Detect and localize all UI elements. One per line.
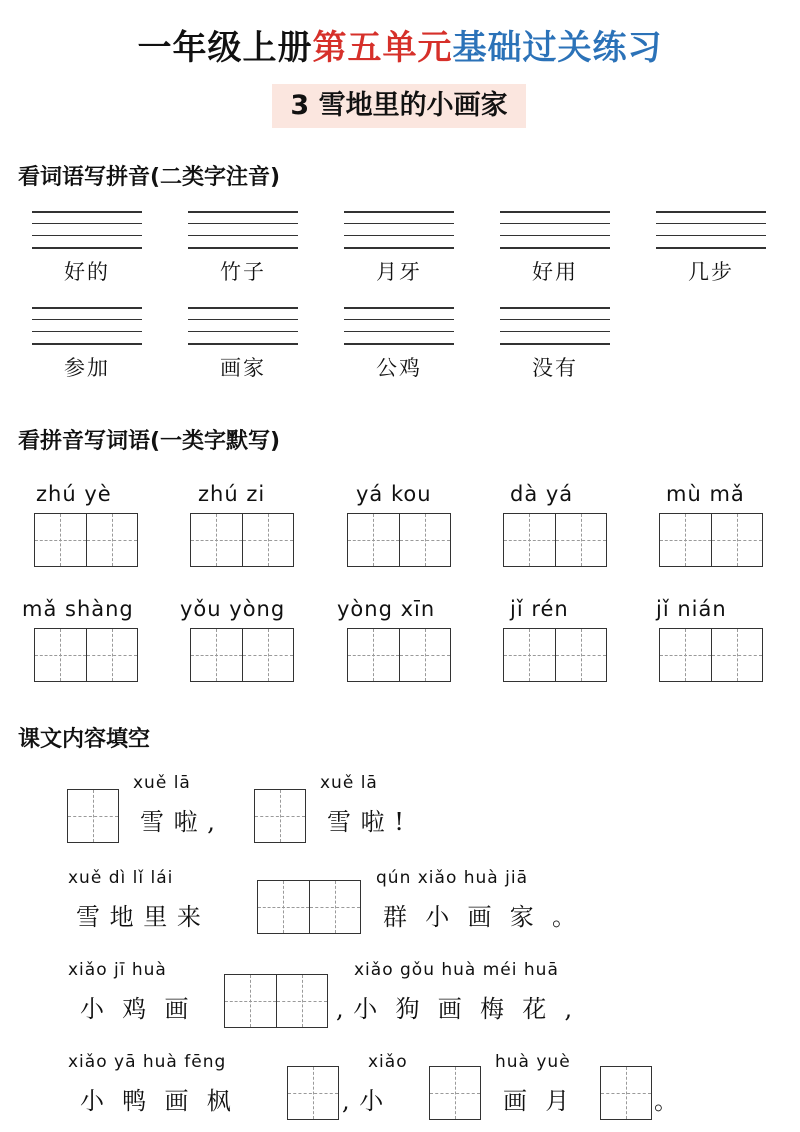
word-label: 月牙: [376, 260, 422, 284]
pinyin-label: yǒu yòng: [180, 597, 286, 621]
writing-grid[interactable]: [287, 1066, 339, 1120]
pinyin-writing-lines[interactable]: [32, 307, 142, 345]
text-segment: , 小: [342, 1087, 385, 1115]
text-segment: 小 鸡 画: [80, 995, 190, 1023]
pinyin-label: dà yá: [510, 482, 574, 506]
writing-grid[interactable]: [254, 789, 306, 843]
text-segment: 。: [654, 1087, 679, 1115]
pinyin-writing-lines[interactable]: [188, 307, 298, 345]
section-heading-words: 看拼音写词语(一类字默写): [18, 429, 281, 454]
section-heading-fill: 课文内容填空: [18, 727, 151, 752]
pinyin-label: xuě dì lǐ lái: [68, 868, 174, 888]
pinyin-writing-lines[interactable]: [500, 211, 610, 249]
pinyin-label: zhú zi: [198, 482, 266, 506]
writing-grid[interactable]: [190, 628, 294, 682]
title-grade: 一年级上册: [137, 28, 313, 68]
text-segment: , 小 狗 画 梅 花 ,: [336, 995, 574, 1023]
writing-grid[interactable]: [347, 628, 451, 682]
pinyin-label: qún xiǎo huà jiā: [376, 868, 528, 888]
pinyin-label: huà yuè: [495, 1052, 571, 1072]
writing-grid[interactable]: [67, 789, 119, 843]
pinyin-writing-lines[interactable]: [344, 211, 454, 249]
text-segment: 群 小 画 家 。: [383, 903, 578, 931]
writing-grid[interactable]: [34, 513, 138, 567]
pinyin-label: xiǎo gǒu huà méi huā: [354, 960, 559, 980]
pinyin-writing-lines[interactable]: [32, 211, 142, 249]
writing-grid[interactable]: [503, 513, 607, 567]
pinyin-label: yá kou: [356, 482, 432, 506]
writing-grid[interactable]: [429, 1066, 481, 1120]
word-label: 好用: [532, 260, 578, 284]
text-segment: 雪 地 里 来: [76, 903, 202, 931]
title-practice: 基础过关练习: [452, 28, 663, 68]
word-label: 画家: [220, 356, 266, 380]
word-label: 参加: [64, 356, 110, 380]
pinyin-label: xiǎo yā huà fēng: [68, 1052, 227, 1072]
writing-grid[interactable]: [659, 628, 763, 682]
writing-grid[interactable]: [600, 1066, 652, 1120]
pinyin-label: xiǎo: [368, 1052, 408, 1072]
pinyin-label: mǎ shàng: [22, 597, 134, 621]
word-label: 公鸡: [376, 356, 422, 380]
text-segment: 小 鸭 画 枫: [80, 1087, 232, 1115]
word-label: 竹子: [220, 260, 266, 284]
pinyin-label: yòng xīn: [337, 597, 436, 621]
text-segment: 画 月: [503, 1087, 571, 1115]
text-segment: 雪 啦 !: [327, 808, 405, 836]
page-title: [0, 20, 800, 69]
word-label: 好的: [64, 260, 110, 284]
writing-grid[interactable]: [347, 513, 451, 567]
pinyin-label: xuě lā: [320, 773, 378, 793]
lesson-title: 3 雪地里的小画家: [290, 90, 508, 121]
pinyin-writing-lines[interactable]: [188, 211, 298, 249]
pinyin-label: xiǎo jī huà: [68, 960, 167, 980]
pinyin-writing-lines[interactable]: [656, 211, 766, 249]
writing-grid[interactable]: [224, 974, 328, 1028]
writing-grid[interactable]: [503, 628, 607, 682]
word-label: 没有: [532, 356, 578, 380]
pinyin-writing-lines[interactable]: [344, 307, 454, 345]
title-unit: 第五单元: [312, 28, 453, 68]
writing-grid[interactable]: [659, 513, 763, 567]
pinyin-label: jǐ rén: [510, 597, 569, 621]
word-label: 几步: [688, 260, 734, 284]
pinyin-label: zhú yè: [36, 482, 112, 506]
text-segment: 雪 啦 ,: [140, 808, 216, 836]
writing-grid[interactable]: [190, 513, 294, 567]
writing-grid[interactable]: [257, 880, 361, 934]
pinyin-writing-lines[interactable]: [500, 307, 610, 345]
pinyin-label: jǐ nián: [656, 597, 727, 621]
pinyin-label: xuě lā: [133, 773, 191, 793]
section-heading-pinyin: 看词语写拼音(二类字注音): [18, 165, 281, 190]
pinyin-label: mù mǎ: [666, 482, 745, 506]
writing-grid[interactable]: [34, 628, 138, 682]
